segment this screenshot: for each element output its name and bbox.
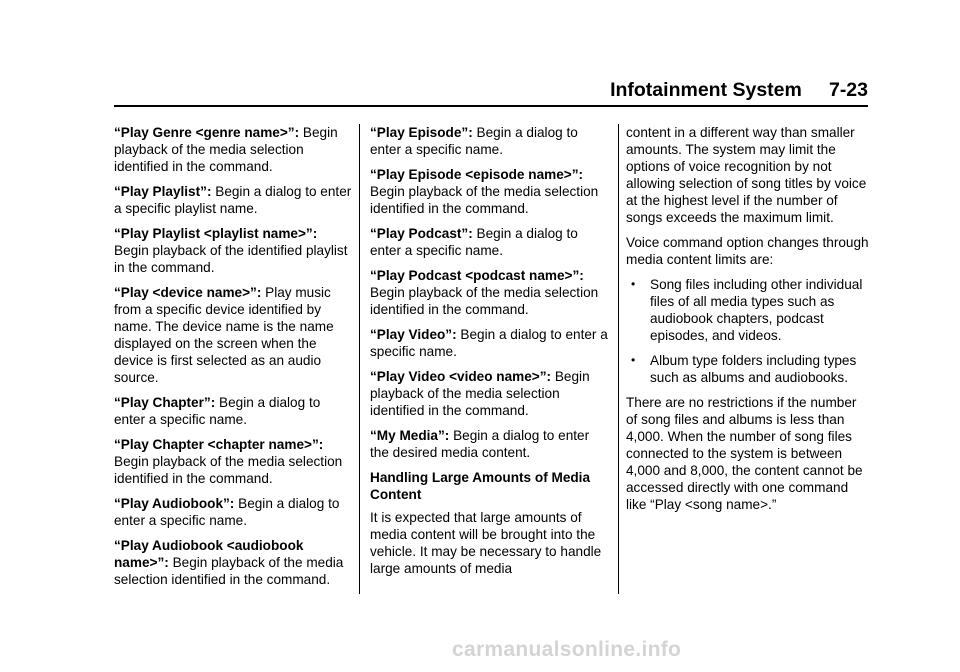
page-header-title <box>610 79 868 102</box>
command-description: Begin playback of the media selection identified in the command. <box>114 555 344 587</box>
command-description: Play music from a specific device identified by name. The device name is the name displayed on the screen when the device is first selected as an audio source. <box>114 285 334 385</box>
command-description: Begin a dialog to enter a specific name. <box>370 125 578 157</box>
body-paragraph: There are no restrictions if the number of song files and albums is less than 4,000. When the number of song files connected to the system is between 4,000 and 8,000, the content cannot be accessed directly with one command like “Play <song name>.” <box>626 395 863 512</box>
bullet-list <box>626 276 870 386</box>
command-entry <box>370 124 610 158</box>
command-entry <box>114 284 354 386</box>
section-heading: Handling Large Amounts of Media Content <box>370 470 591 502</box>
command-description: Begin playback of the media selection identified in the command. <box>114 454 343 486</box>
column-divider <box>359 124 360 594</box>
column-3 <box>626 124 870 521</box>
column-2 <box>370 124 610 585</box>
command-entry <box>114 537 354 588</box>
command-term: “Play Podcast”: <box>370 226 473 241</box>
command-entry <box>114 495 354 529</box>
command-entry <box>114 124 354 175</box>
command-term: “Play Playlist <playlist name>”: <box>114 226 318 241</box>
command-term: “Play <device name>”: <box>114 285 262 300</box>
body-paragraph: Voice command option changes through media content limits are: <box>626 235 869 267</box>
command-description: Begin playback of the media selection identified in the command. <box>114 125 338 174</box>
command-entry <box>370 225 610 259</box>
command-description: Begin a dialog to enter a specific playlist name. <box>114 184 352 216</box>
command-description: Begin playback of the media selection identified in the command. <box>370 369 590 418</box>
command-term: “Play Chapter <chapter name>”: <box>114 437 324 452</box>
command-term: “Play Video <video name>”: <box>370 369 552 384</box>
column-1 <box>114 124 354 596</box>
body-paragraph: content in a different way than smaller amounts. The system may limit the options of voice recognition by not allowing selection of song titles by voice at the highest level if the number of songs exceeds the maximum limit. <box>626 125 867 225</box>
command-term: “Play Audiobook <audiobook name>”: <box>114 538 304 570</box>
command-term: “Play Playlist”: <box>114 184 212 199</box>
command-entry <box>370 326 610 360</box>
command-term: “Play Episode”: <box>370 125 473 140</box>
command-term: “Play Podcast <podcast name>”: <box>370 268 584 283</box>
bullet-text: Song files including other individual files of all media types such as audiobook chapters, podcast episodes, and videos. <box>650 277 863 343</box>
command-description: Begin a dialog to enter the desired media content. <box>370 428 590 460</box>
command-entry <box>370 166 610 217</box>
watermark-text: carmanualsonline.info <box>452 638 682 661</box>
bullet-text: Album type folders including types such as albums and audiobooks. <box>650 353 857 385</box>
command-entry <box>114 394 354 428</box>
command-description: Begin a dialog to enter a specific name. <box>114 496 340 528</box>
command-description: Begin playback of the media selection identified in the command. <box>370 184 599 216</box>
command-entry <box>114 225 354 276</box>
command-term: “Play Audiobook”: <box>114 496 235 511</box>
command-term: “Play Genre <genre name>”: <box>114 125 300 140</box>
command-description: Begin a dialog to enter a specific name. <box>370 226 578 258</box>
list-item <box>626 276 870 344</box>
command-term: “Play Chapter”: <box>114 395 216 410</box>
command-description: Begin playback of the media selection identified in the command. <box>370 285 599 317</box>
bullet-icon: • <box>631 353 636 367</box>
section-title: Infotainment System <box>610 79 802 101</box>
command-entry <box>370 267 610 318</box>
command-entry <box>114 436 354 487</box>
body-paragraph: It is expected that large amounts of media content will be brought into the vehicle. It may be necessary to handle large amounts of media <box>370 510 602 576</box>
page-header <box>114 79 868 107</box>
list-item <box>626 352 870 386</box>
command-entry <box>370 427 610 461</box>
command-description: Begin playback of the identified playlist in the command. <box>114 243 348 275</box>
bullet-icon: • <box>631 277 636 291</box>
command-description: Begin a dialog to enter a specific name. <box>114 395 321 427</box>
command-description: Begin a dialog to enter a specific name. <box>370 327 608 359</box>
command-term: “My Media”: <box>370 428 450 443</box>
command-term: “Play Episode <episode name>”: <box>370 167 584 182</box>
command-entry <box>370 368 610 419</box>
page-number: 7-23 <box>828 79 868 101</box>
column-divider <box>618 124 619 594</box>
command-entry <box>114 183 354 217</box>
command-term: “Play Video”: <box>370 327 457 342</box>
